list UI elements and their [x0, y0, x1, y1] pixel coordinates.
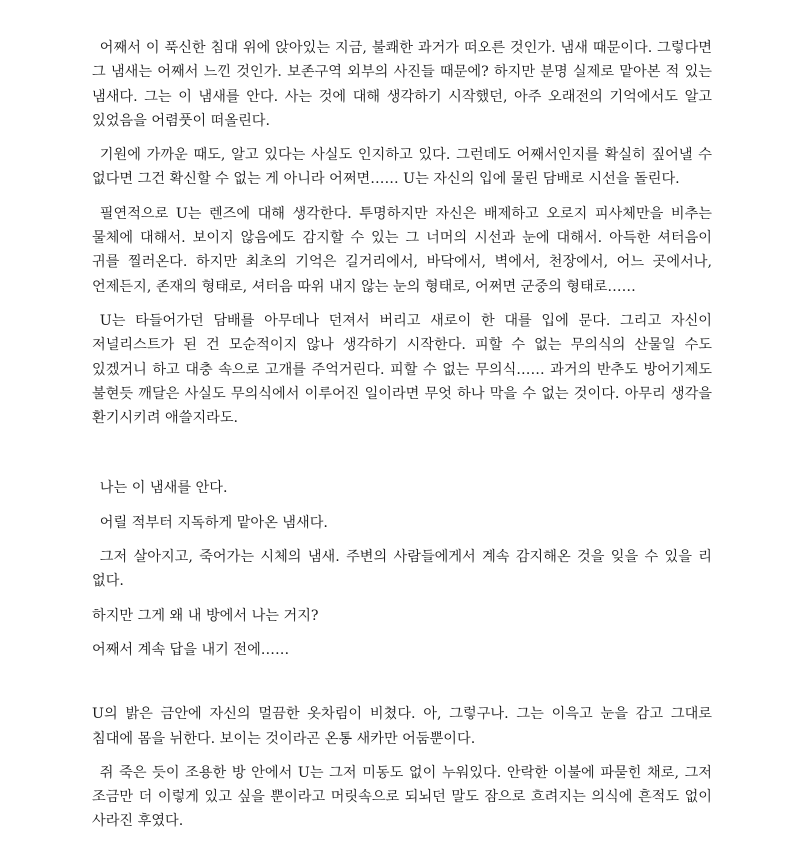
section-break-2 — [92, 672, 712, 702]
paragraph-4: U는 타들어가던 담배를 아무데나 던져서 버리고 새로이 한 대를 입에 문다. 그리고 자신이 저널리스트가 된 건 모순적이지 않나 생각하기 시작한다. 피할 수 없는 무의식의 산물일 수도 있겠거니 하고 대충 속으로 고개를 주억거린다. 피할 수 없는 무의식…… 과거의 반추도 방어기제도 불현듯 깨달은 사실도 무의식에서 이루어진 일이라면 무엇 하나 막을 수 없는 것이다. 아무리 생각을 환기시키려 애쓸지라도. — [92, 312, 712, 427]
paragraph-6: 어릴 적부터 지독하게 맡아온 냄새다. — [99, 514, 328, 531]
paragraph-3: 필연적으로 U는 렌즈에 대해 생각한다. 투명하지만 자신은 배제하고 오로지 피사체만을 비추는 물체에 대해서. 보이지 않음에도 감지할 수 있는 그 너머의 시선과 눈에 대해서. 아득한 셔터음이 귀를 찔러온다. 하지만 최초의 기억은 길거리에서, 바닥에서, 벽에서, 천장에서, 어느 곳에서나, 언제든지, 존재의 형태로, 셔터음 따위 내지 않는 눈의 형태로, 어쩌면 군중의 형태로…… — [92, 205, 712, 295]
section-break-1 — [92, 440, 712, 476]
paragraph-9: 어째서 계속 답을 내기 전에…… — [92, 641, 290, 658]
paragraph-2: 기원에 가까운 때도, 알고 있다는 사실도 인지하고 있다. 그런데도 어째서인지를 확실히 짚어낼 수 없다면 그건 확신할 수 없는 게 아니라 어쩌면…… U는 자신의 입에 물린 담배로 시선을 돌린다. — [92, 147, 712, 188]
paragraph-5: 나는 이 냄새를 안다. — [99, 480, 228, 497]
paragraph-1: 어째서 이 푹신한 침대 위에 앉아있는 지금, 불쾌한 과거가 떠오른 것인가. 냄새 때문이다. 그렇다면 그 냄새는 어째서 느낀 것인가. 보존구역 외부의 사진들 때문에? 하지만 분명 실제로 맡아본 적 있는 냄새다. 그는 이 냄새를 안다. 사는 것에 대해 생각하기 시작했던, 아주 오래전의 기억에서도 알고 있었음을 어렴풋이 떠올린다. — [92, 40, 712, 129]
paragraph-8: 하지만 그게 왜 내 방에서 나는 거지? — [92, 607, 319, 624]
paragraph-10: U의 밝은 금안에 자신의 멀끔한 옷차림이 비쳤다. 아, 그렇구나. 그는 이윽고 눈을 감고 그대로 침대에 몸을 뉘한다. 보이는 것이라곤 온통 새카만 어둠뿐이다. — [92, 706, 712, 747]
paragraph-11: 쥐 죽은 듯이 조용한 방 안에서 U는 그저 미동도 없이 누워있다. 안락한 이불에 파묻힌 채로, 그저 조금만 더 이렇게 있고 싶을 뿐이라고 머릿속으로 되뇌던 말도 잠으로 흐려지는 의식에 흔적도 없이 사라진 후였다. — [92, 764, 712, 830]
paragraph-7: 그저 살아지고, 죽어가는 시체의 냄새. 주변의 사람들에게서 계속 감지해온 것을 잊을 수 있을 리 없다. — [92, 549, 712, 590]
